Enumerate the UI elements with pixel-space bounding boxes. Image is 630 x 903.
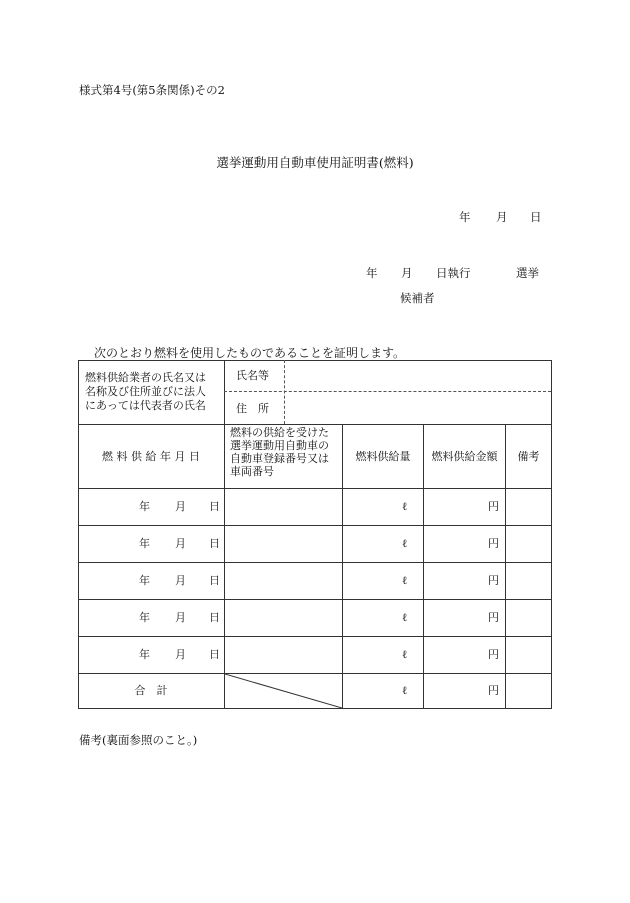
election-day-exec-label: 日執行 <box>436 266 471 280</box>
liter-unit: ℓ <box>402 684 408 697</box>
liter-unit: ℓ <box>402 537 408 550</box>
election-month-label: 月 <box>401 266 413 280</box>
election-year-label: 年 <box>366 266 378 280</box>
yen-unit: 円 <box>488 537 499 550</box>
supplier-label: 燃料供給業者の氏名又は 名称及び住所並びに法人 にあっては代表者の氏名 <box>85 371 206 412</box>
diagonal-strike <box>225 674 342 708</box>
yen-unit: 円 <box>488 500 499 513</box>
yen-unit: 円 <box>488 648 499 661</box>
election-label: 選挙 <box>516 266 539 280</box>
form-number: 様式第4号(第5条関係)その2 <box>79 83 225 97</box>
total-label: 合 計 <box>134 684 168 697</box>
header-remarks: 備考 <box>517 450 540 463</box>
yen-unit: 円 <box>488 611 499 624</box>
supplier-name-label: 氏名等 <box>236 369 269 382</box>
supplier-address-field[interactable] <box>285 393 550 423</box>
liter-unit: ℓ <box>402 574 408 587</box>
liter-unit: ℓ <box>402 500 408 513</box>
fuel-usage-table: 燃料供給業者の氏名又は 名称及び住所並びに法人 にあっては代表者の氏名 氏名等 住 所 燃 料 供 給 年 月 日 燃料の供給を受けた 選挙運動用自動車の 自動車登録番号又は 車両番号 燃料供給量 燃料供給金額 備考 年 月 日 ℓ 円 年 月 日 ℓ 円 年 月 日 ℓ 円 年 月 日 ℓ 円 年 月 日 ℓ 円 合 計 ℓ 円 <box>78 360 552 709</box>
remarks-note: 備考(裏面参照のこと。) <box>79 733 198 747</box>
header-fuel-quantity: 燃料供給量 <box>355 450 411 463</box>
liter-unit: ℓ <box>402 611 408 624</box>
header-vehicle-number: 燃料の供給を受けた 選挙運動用自動車の 自動車登録番号又は 車両番号 <box>230 426 329 478</box>
date-year-label: 年 <box>459 210 471 224</box>
yen-unit: 円 <box>488 684 499 697</box>
header-supply-date: 燃 料 供 給 年 月 日 <box>102 450 200 463</box>
supplier-address-label: 住 所 <box>236 402 269 415</box>
supplier-name-field[interactable] <box>285 361 550 390</box>
date-month-label: 月 <box>496 210 508 224</box>
yen-unit: 円 <box>488 574 499 587</box>
header-fuel-amount: 燃料供給金額 <box>431 450 498 463</box>
date-day-label: 日 <box>530 210 542 224</box>
liter-unit: ℓ <box>402 648 408 661</box>
certification-statement: 次のとおり燃料を使用したものであることを証明します。 <box>94 346 406 360</box>
document-title: 選挙運動用自動車使用証明書(燃料) <box>216 155 414 170</box>
candidate-label: 候補者 <box>400 291 435 305</box>
